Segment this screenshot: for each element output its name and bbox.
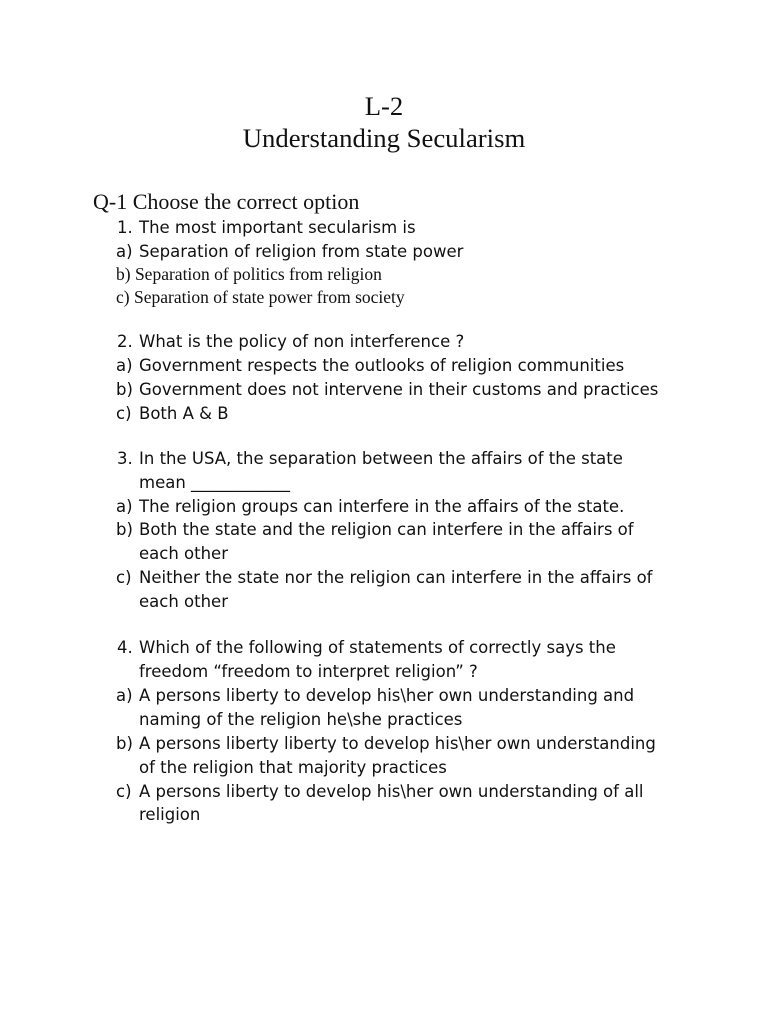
question-text: In the USA, the separation between the affairs of the state	[139, 449, 623, 468]
question-number: 2.	[117, 332, 133, 351]
option-text: Both the state and the religion can interfere in the affairs of	[139, 520, 634, 539]
option-marker: a)	[116, 356, 133, 375]
option-marker: b)	[116, 264, 131, 284]
option-text: The religion groups can interfere in the affairs of the state.	[139, 497, 625, 516]
option-marker: a)	[116, 686, 133, 705]
option-text: Government respects the outlooks of religion communities	[139, 356, 625, 375]
option-marker: c)	[116, 782, 132, 801]
option-text: Separation of religion from state power	[139, 242, 464, 261]
option-marker: c)	[116, 404, 132, 423]
question-text: The most important secularism is	[139, 218, 416, 237]
option-text: each other	[139, 592, 228, 611]
question-text: freedom “freedom to interpret religion” ?	[139, 662, 478, 681]
question-text: What is the policy of non interference ?	[139, 332, 465, 351]
question-text: mean ____________	[139, 473, 291, 492]
option-marker: a)	[116, 242, 133, 261]
option-text: Both A & B	[139, 404, 229, 423]
option-marker: b)	[116, 380, 133, 399]
question-number: 3.	[117, 449, 133, 468]
option-text: of the religion that majority practices	[139, 758, 447, 777]
section-heading: Q-1 Choose the correct option	[93, 189, 360, 214]
option-b	[116, 266, 382, 284]
option-text: Neither the state nor the religion can interfere in the affairs of	[139, 568, 653, 587]
option-text: naming of the religion he\she practices	[139, 710, 463, 729]
option-text: Separation of politics from religion	[134, 264, 382, 284]
question-number: 4.	[117, 638, 133, 657]
lesson-number: L-2	[364, 91, 404, 121]
question-text: Which of the following of statements of correctly says the	[139, 638, 616, 657]
option-marker: c)	[116, 568, 132, 587]
option-c	[116, 289, 405, 307]
option-marker: b)	[116, 520, 133, 539]
page-title: Understanding Secularism	[242, 123, 526, 153]
option-text: A persons liberty liberty to develop his\her own understanding	[139, 734, 656, 753]
option-text: Separation of state power from society	[133, 287, 405, 307]
option-text: religion	[139, 805, 201, 824]
option-marker: c)	[116, 287, 130, 307]
option-text: A persons liberty to develop his\her own understanding and	[139, 686, 635, 705]
option-marker: a)	[116, 497, 133, 516]
option-text: each other	[139, 544, 228, 563]
option-marker: b)	[116, 734, 133, 753]
option-text: A persons liberty to develop his\her own understanding of all	[139, 782, 644, 801]
question-number: 1.	[117, 218, 133, 237]
option-text: Government does not intervene in their customs and practices	[139, 380, 659, 399]
